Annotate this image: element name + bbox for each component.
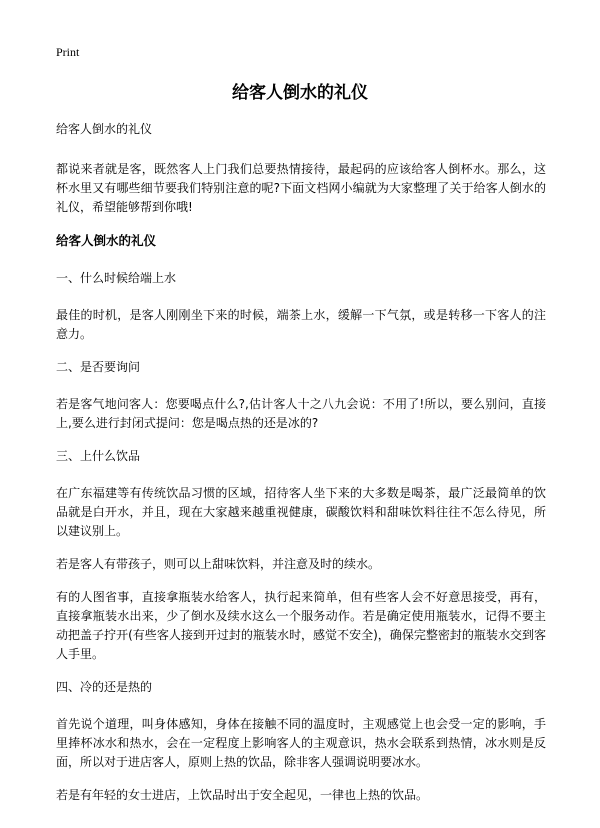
section-4-paragraph-2: 若是有年轻的女士进店，上饮品时出于安全起见，一律也上热的饮品。 <box>56 788 429 802</box>
section-heading: 给客人倒水的礼仪 <box>56 233 157 248</box>
section-4-heading: 四、冷的还是热的 <box>56 680 153 694</box>
page-title: 给客人倒水的礼仪 <box>232 83 368 103</box>
section-3-paragraph-2: 若是客人有带孩子，则可以上甜味饮料，并注意及时的续水。 <box>56 557 381 571</box>
print-link[interactable]: Print <box>56 45 80 59</box>
subtitle: 给客人倒水的礼仪 <box>56 122 153 136</box>
section-1-paragraph: 最佳的时机，是客人刚刚坐下来的时候，端茶上水，缓解一下气氛，或是转移一下客人的注意力。 <box>56 308 546 341</box>
section-2-paragraph: 若是客气地问客人：您要喝点什么?,估计客人十之八九会说：不用了!所以，要么别问，直接上,要么进行封闭式提问：您是喝点热的还是冰的? <box>56 397 546 430</box>
section-1-heading: 一、什么时候给端上水 <box>56 271 177 285</box>
section-4-paragraph-1: 首先说个道理，叫身体感知，身体在接触不同的温度时，主观感觉上也会受一定的影响，手里捧杯冰水和热水，会在一定程度上影响客人的主观意识，热水会联系到热情，冰水则是反面，所以对于进店客人，原则上热的饮品，除非客人强调说明要冰水。 <box>56 717 546 769</box>
section-3-paragraph-1: 在广东福建等有传统饮品习惯的区域，招待客人坐下来的大多数是喝茶，最广泛最简单的饮品就是白开水，并且，现在大家越来越重视健康，碳酸饮料和甜味饮料往往不怎么待见，所以建议别上。 <box>56 486 546 538</box>
intro-paragraph: 都说来者就是客，既然客人上门我们总要热情接待，最起码的应该给客人倒杯水。那么，这杯水里又有哪些细节要我们特别注意的呢?下面文档网小编就为大家整理了关于给客人倒水的礼仪，希望能够帮到你哦! <box>56 162 546 214</box>
section-3-heading: 三、上什么饮品 <box>56 449 141 463</box>
section-3-paragraph-3: 有的人图省事，直接拿瓶装水给客人，执行起来简单，但有些客人会不好意思接受，再有，直接拿瓶装水出来，少了倒水及续水这么一个服务动作。若是确定使用瓶装水，记得不要主动把盖子拧开(有些客人接到开过封的瓶装水时，感觉不安全)，确保完整密封的瓶装水交到客人手里。 <box>56 590 546 661</box>
section-2-heading: 二、是否要询问 <box>56 360 141 374</box>
document-body <box>56 120 546 819</box>
